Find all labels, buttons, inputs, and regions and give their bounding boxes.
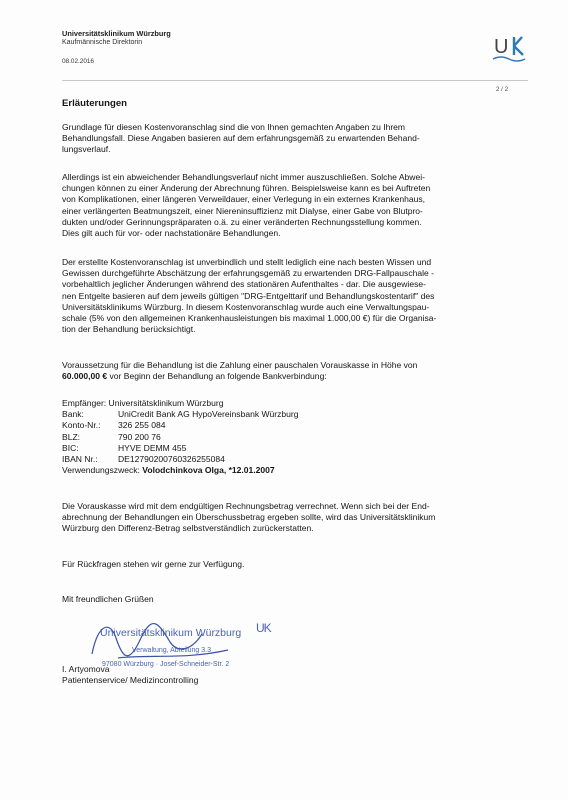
text-line: nen Entgelte basieren auf dem jeweils gültigen "DRG-Entgelttarif und Behandlungskostentarif" des: [62, 290, 435, 301]
text-line: einer verlängerten Beatmungszeit, einer Niereninsuffizienz mit Dialyse, einer Gabe von Blutpro-: [62, 205, 423, 216]
text-line: Voraussetzung für die Behandlung ist die Zahlung einer pauschalen Vorauskasse in Höhe von: [62, 360, 418, 370]
stamp-line: Universitätsklinikum Würzburg: [100, 627, 242, 639]
bank-value: DE12790200760326255084: [118, 453, 225, 464]
prepayment-amount: 60.000,00 €: [62, 371, 108, 382]
paragraph-estimate: [62, 257, 534, 335]
bank-row-iban: [62, 454, 299, 465]
text-line: lungsverlauf.: [62, 144, 111, 155]
text-line: Die Vorauskasse wird mit dem endgültigen Rechnungsbetrag verrechnet. Wenn sich bei der End-: [62, 501, 430, 511]
text-line: abrechnung der Behandlungen ein Überschussbetrag ergeben sollte, wird das Universitätsklinikum: [62, 512, 436, 523]
text-line: vorbehaltlich jeglicher Änderungen während des stationären Aufenthaltes - dar. Die ausgewiese-: [62, 279, 426, 290]
text-line: [62, 371, 534, 382]
paragraph-prepayment: [62, 360, 534, 382]
bank-value: UniCredit Bank AG HypoVereinsbank Würzburg: [118, 409, 299, 420]
text-line: chungen können zu einer Änderung der Abrechnung führen. Beispielsweise kann es bei Auftreten: [62, 183, 431, 194]
header-organization: Universitätsklinikum Würzburg: [62, 29, 171, 38]
bank-row-account: [62, 420, 299, 431]
stamp-line: Verwaltung, Abteilung 3.3: [132, 647, 212, 654]
paragraph-settlement: [62, 501, 534, 535]
bank-details: [62, 398, 299, 476]
text-line: schale (5% von den allgemeinen Krankenhausleistungen bis maximal 1.000,00 €) für die Organisa-: [62, 313, 437, 324]
bank-row-blz: [62, 432, 299, 443]
bank-recipient: Empfänger: Universitätsklinikum Würzburg: [62, 398, 224, 408]
signatory-name: I. Artyomova: [62, 664, 110, 674]
header-date: 08.02.2016: [62, 58, 94, 65]
section-heading: Erläuterungen: [62, 98, 128, 109]
text-line: Würzburg den Differenz-Betrag selbstverständlich zurückerstatten.: [62, 523, 314, 534]
header-department: Kaufmännische Direktorin: [62, 39, 143, 46]
text-line: Grundlage für diesen Kostenvoranschlag sind die von Ihnen gemachten Angaben zu Ihrem: [62, 122, 406, 132]
header-divider: [62, 80, 528, 81]
paragraph-basis: [62, 122, 534, 156]
text-line: dukten und/oder Gerinnungspräparaten o.ä. zu einer veränderten Rechnungsstellung kommen.: [62, 216, 422, 227]
text-line: Allerdings ist ein abweichender Behandlungsverlauf nicht immer auszuschließen. Solche Abwei-: [62, 172, 425, 182]
text-line: tion der Behandlung berücksichtigt.: [62, 324, 196, 335]
svg-text:U: U: [494, 36, 509, 58]
bank-value: 790 200 76: [118, 431, 161, 442]
signatory-block: [62, 664, 198, 686]
svg-text:UK: UK: [256, 621, 271, 635]
stamp-line: 97080 Würzburg · Josef-Schneider-Str. 2: [102, 661, 230, 668]
stamp-logo-icon: [256, 621, 272, 635]
bank-value: 326 255 084: [118, 420, 166, 431]
bank-value: HYVE DEMM 455: [118, 442, 187, 453]
bank-label: Konto-Nr.:: [62, 420, 101, 431]
bank-label: IBAN Nr.:: [62, 453, 98, 464]
bank-row-purpose: [62, 465, 299, 476]
text-line: Mit freundlichen Grüßen: [62, 594, 154, 604]
page-number: 2 / 2: [496, 86, 509, 93]
bank-row-bic: [62, 443, 299, 454]
text-line: Gewissen durchgeführte Abschätzung der erfahrungsgemäß zu erwartenden DRG-Fallpauschale -: [62, 268, 434, 279]
closing-salutation: [62, 594, 534, 605]
text-line: Der erstellte Kostenvoranschlag ist unverbindlich und stellt lediglich eine nach besten Wissen und: [62, 257, 432, 267]
bank-label: BLZ:: [62, 431, 81, 442]
bank-label: Bank:: [62, 409, 84, 420]
bank-row-bank: [62, 409, 299, 420]
text-line: von Komplikationen, einer längeren Verweildauer, einer Verlegung in ein externes Krankenhaus,: [62, 194, 426, 205]
uk-logo-icon: [490, 28, 530, 68]
purpose-value: Volodchinkova Olga, *12.01.2007: [142, 465, 275, 476]
paragraph-questions: [62, 559, 534, 570]
text-line: Behandlungsfall. Diese Angaben basieren auf dem erfahrungsgemäß zu erwartenden Behand-: [62, 133, 420, 144]
bank-label: BIC:: [62, 442, 79, 453]
text-line: Für Rückfragen stehen wir gerne zur Verfügung.: [62, 559, 245, 569]
text-fragment: vor Beginn der Behandlung an folgende Bankverbindung:: [107, 371, 327, 382]
paragraph-deviation: [62, 172, 534, 239]
signatory-role: Patientenservice/ Medizincontrolling: [62, 675, 199, 686]
text-line: Universitätsklinikums Würzburg. In diesem Kostenvoranschlag wurde auch eine Verwaltungspau-: [62, 301, 430, 312]
text-line: Dies gilt auch für vor- oder nachstationäre Behandlungen.: [62, 228, 281, 239]
hospital-stamp: [100, 621, 272, 668]
purpose-label: Verwendungszweck:: [62, 465, 143, 476]
